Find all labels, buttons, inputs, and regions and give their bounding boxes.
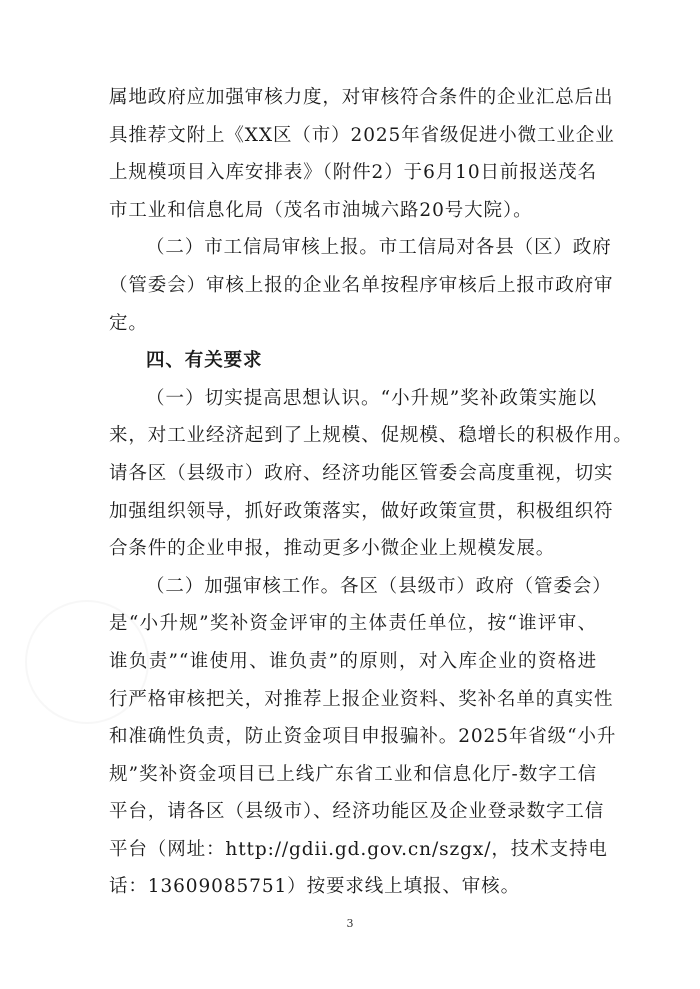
paragraph-line: 请各区（县级市）政府、经济功能区管委会高度重视，切实 [109,462,614,484]
paragraph-line: 属地政府应加强审核力度，对审核符合条件的企业汇总后出 [109,87,614,108]
paragraph-line: 话：13609085751）按要求线上填报、审核。 [109,876,520,898]
page-number: 3 [346,917,354,930]
paragraph-line: 平台（网址：http://gdii.gd.gov.cn/szgx/，技术支持电 [109,838,608,860]
paragraph-line: 和准确性负责，防止资金项目申报骗补。2025年省级“小升 [109,726,617,748]
paragraph-line: （二）市工信局审核上报。市工信局对各县（区）政府 [146,237,612,259]
section-heading: 四、有关要求 [146,350,263,372]
paragraph-line: 加强组织领导，抓好政策落实，做好政策宣贯，积极组织符 [109,500,614,522]
paragraph-line: 平台，请各区（县级市）、经济功能区及企业登录数字工信 [109,801,605,823]
paragraph-line: 规”奖补资金项目已上线广东省工业和信息化厅-数字工信 [109,763,597,785]
body-text [109,79,633,906]
paragraph-line: （管委会）审核上报的企业名单按程序审核后上报市政府审 [109,274,614,296]
paragraph-line: 是“小升规”奖补资金评审的主体责任单位，按“谁评审、 [109,613,597,635]
paragraph-line: 合条件的企业申报，推动更多小微企业上规模发展。 [109,538,556,560]
paragraph-line: 市工业和信息化局（茂名市油城六路20号大院）。 [109,199,533,221]
paragraph-line: 定。 [109,312,148,334]
paragraph-line: 上规模项目入库安排表》（附件2）于6月10日前报送茂名 [109,162,597,184]
paragraph-line: 来，对工业经济起到了上规模、促规模、稳增长的积极作用。 [109,425,633,447]
paragraph-line: （二）加强审核工作。各区（县级市）政府（管委会） [146,575,612,597]
paragraph-line: 具推荐文附上《XX区（市）2025年省级促进小微工业企业 [109,124,615,146]
paragraph-line: 谁负责”“谁使用、谁负责”的原则，对入库企业的资格进 [109,650,597,672]
paragraph-line: 行严格审核把关，对推荐上报企业资料、奖补名单的真实性 [109,688,614,710]
paragraph-line: （一）切实提高思想认识。“小升规”奖补政策实施以 [146,387,597,409]
